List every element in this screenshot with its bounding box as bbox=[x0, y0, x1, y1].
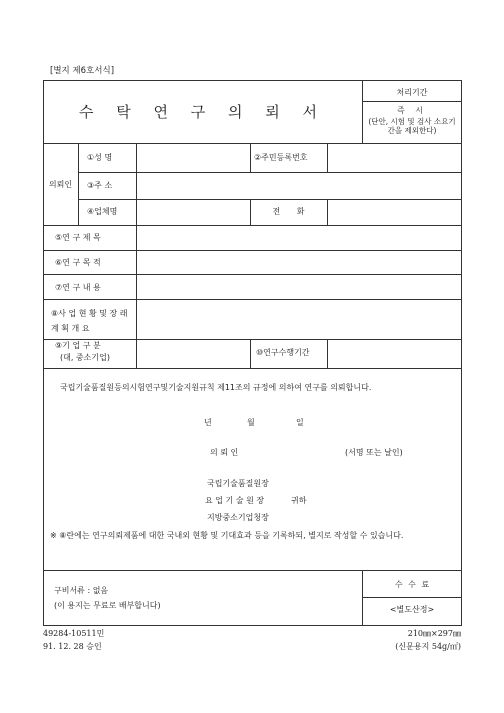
paper-size: 210㎜×297㎜ bbox=[407, 629, 461, 638]
name-label: ①성 명 bbox=[87, 153, 113, 162]
date-day: 일 bbox=[296, 418, 304, 427]
footnote: ※ ⑧란에는 연구의뢰제품에 대한 국내외 현황 및 기대효과 등을 기록하되, 별지로 작성할 수 있습니다. bbox=[50, 531, 404, 540]
research-content-label: ⑦연 구 내 용 bbox=[55, 283, 101, 292]
research-purpose-label: ⑥연 구 목 적 bbox=[55, 258, 101, 267]
recipient-1: 국립기술품질원장 bbox=[207, 479, 269, 488]
recipient-2: 요 업 기 술 원 장 bbox=[205, 496, 265, 505]
paper-spec: (신문용지 54g/㎡) bbox=[395, 642, 461, 651]
company-type-note: (대, 중소기업) bbox=[60, 353, 110, 362]
phone-label: 전 화 bbox=[272, 207, 305, 216]
address-label: ③주 소 bbox=[87, 181, 113, 190]
approval-date: 91. 12. 28 승인 bbox=[43, 642, 102, 651]
processing-period-note: (단안, 시험 및 검사 소요기간을 제외한다) bbox=[368, 117, 456, 135]
processing-period-value: 즉 시 bbox=[397, 106, 427, 115]
business-status-label: ⑧사 업 현 황 및 장 래 계 획 개 요 bbox=[51, 309, 128, 333]
document-title: 수 탁 연 구 의 뢰 서 bbox=[78, 103, 327, 121]
documents-label: 구비서류 : 없음 bbox=[54, 586, 109, 595]
fee-header: 수 수 료 bbox=[394, 580, 430, 589]
date-month: 월 bbox=[247, 418, 255, 427]
processing-period-header: 처리기간 bbox=[396, 88, 428, 97]
form-code: 49284-10511민 bbox=[43, 629, 105, 638]
resident-number-label: ②주민등록번호 bbox=[254, 153, 308, 162]
requester-group-label: 의뢰인 bbox=[48, 180, 73, 189]
company-type-label: ⑨기 업 구 분 bbox=[55, 341, 101, 350]
fee-value: <별도산정> bbox=[389, 605, 435, 614]
research-period-label: ⑩연구수행기간 bbox=[256, 348, 310, 357]
date-year: 년 bbox=[204, 418, 212, 427]
documents-note: (이 용지는 무료로 배부합니다) bbox=[54, 601, 161, 610]
recipient-3: 지방중소기업청장 bbox=[207, 513, 269, 522]
company-name-label: ④업체명 bbox=[87, 207, 118, 216]
signer-label: 의 뢰 인 bbox=[210, 448, 239, 457]
request-statement: 국립기술품질원등의시험연구및기술지원규칙 제11조의 규정에 의하여 연구를 의뢰합니다. bbox=[60, 383, 372, 392]
form-number-label: [별지 제6호서식] bbox=[50, 66, 115, 76]
honorific: 귀하 bbox=[291, 496, 307, 505]
signature-note: (서명 또는 날인) bbox=[345, 448, 403, 457]
research-title-label: ⑤연 구 제 목 bbox=[55, 233, 101, 242]
